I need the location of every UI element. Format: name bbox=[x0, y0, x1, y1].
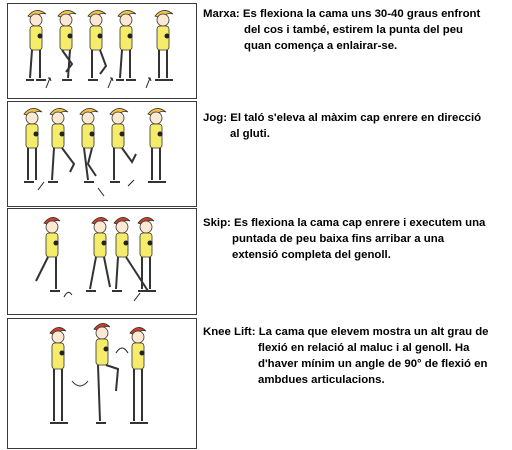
runner-figure bbox=[24, 108, 42, 182]
jog-text-line-1: El taló s'eleva al màxim cap enrere en direcció bbox=[230, 112, 482, 124]
skip-text-line-3: extensió completa del genoll. bbox=[232, 249, 391, 261]
marxa-figures bbox=[8, 4, 196, 98]
jog-illustration-panel bbox=[7, 101, 197, 207]
motion-arrow-icon bbox=[46, 78, 51, 88]
runner-figure bbox=[148, 108, 166, 182]
motion-arrow-icon bbox=[134, 293, 140, 301]
knee-lift-text-line-3: d'haver mínim un angle de 90° de flexió en bbox=[258, 358, 488, 370]
knee-lift-text-line-1: La cama que elevem mostra un alt grau de bbox=[258, 326, 489, 338]
skip-term: Skip: bbox=[203, 217, 231, 229]
skip-text-line-2: puntada de peu baixa fins arribar a una bbox=[232, 233, 445, 245]
runner-figure bbox=[58, 10, 76, 80]
runner-figure bbox=[80, 108, 98, 182]
runner-figure bbox=[155, 10, 173, 80]
marxa-term: Marxa: bbox=[203, 8, 240, 20]
skip-text-line-1: Es flexiona la cama cap enrere i executem una bbox=[234, 217, 486, 229]
runner-figure bbox=[26, 10, 46, 80]
motion-arrow-icon bbox=[98, 188, 104, 196]
marxa-text-line-2: del cos i també, estirem la punta del peu bbox=[244, 24, 464, 36]
knee-lift-term: Knee Lift: bbox=[203, 326, 256, 338]
jog-description bbox=[203, 110, 503, 142]
marxa-text-line-1: Es flexiona la cama uns 30-40 graus enfront bbox=[242, 8, 481, 20]
knee-lift-figures bbox=[8, 319, 196, 448]
knee-lift-description bbox=[203, 324, 503, 388]
skip-illustration-panel bbox=[7, 208, 197, 315]
jog-figures bbox=[8, 102, 196, 206]
runner-figure bbox=[116, 10, 136, 80]
runner-figure bbox=[36, 217, 60, 291]
marxa-text-line-3: quan comença a enlairar-se. bbox=[244, 40, 398, 52]
runner-figure bbox=[50, 327, 68, 423]
runner-figure bbox=[94, 323, 118, 423]
jog-term: Jog: bbox=[203, 112, 228, 124]
motion-arrow-icon bbox=[128, 180, 134, 186]
knee-lift-text-line-2: flexió en relació al maluc i al genoll. Ha bbox=[258, 342, 470, 354]
knee-lift-text-line-4: ambdues articulacions. bbox=[258, 374, 385, 386]
knee-lift-illustration-panel bbox=[7, 318, 197, 449]
motion-arrow-icon bbox=[72, 381, 88, 386]
motion-arrow-icon bbox=[64, 292, 72, 297]
runner-figure bbox=[88, 10, 106, 80]
motion-arrow-icon bbox=[108, 78, 113, 88]
jog-text-line-2: al gluti. bbox=[230, 128, 270, 140]
skip-figures bbox=[8, 209, 196, 314]
runner-figure bbox=[130, 327, 148, 423]
marxa-illustration-panel bbox=[7, 3, 197, 99]
motion-arrow-icon bbox=[146, 78, 151, 88]
runner-figure bbox=[48, 108, 74, 182]
runner-figure bbox=[110, 108, 136, 182]
motion-arrow-icon bbox=[38, 182, 44, 190]
motion-arrow-icon bbox=[116, 348, 128, 353]
marxa-description bbox=[203, 6, 503, 54]
skip-description bbox=[203, 215, 503, 263]
runner-figure bbox=[86, 217, 110, 291]
